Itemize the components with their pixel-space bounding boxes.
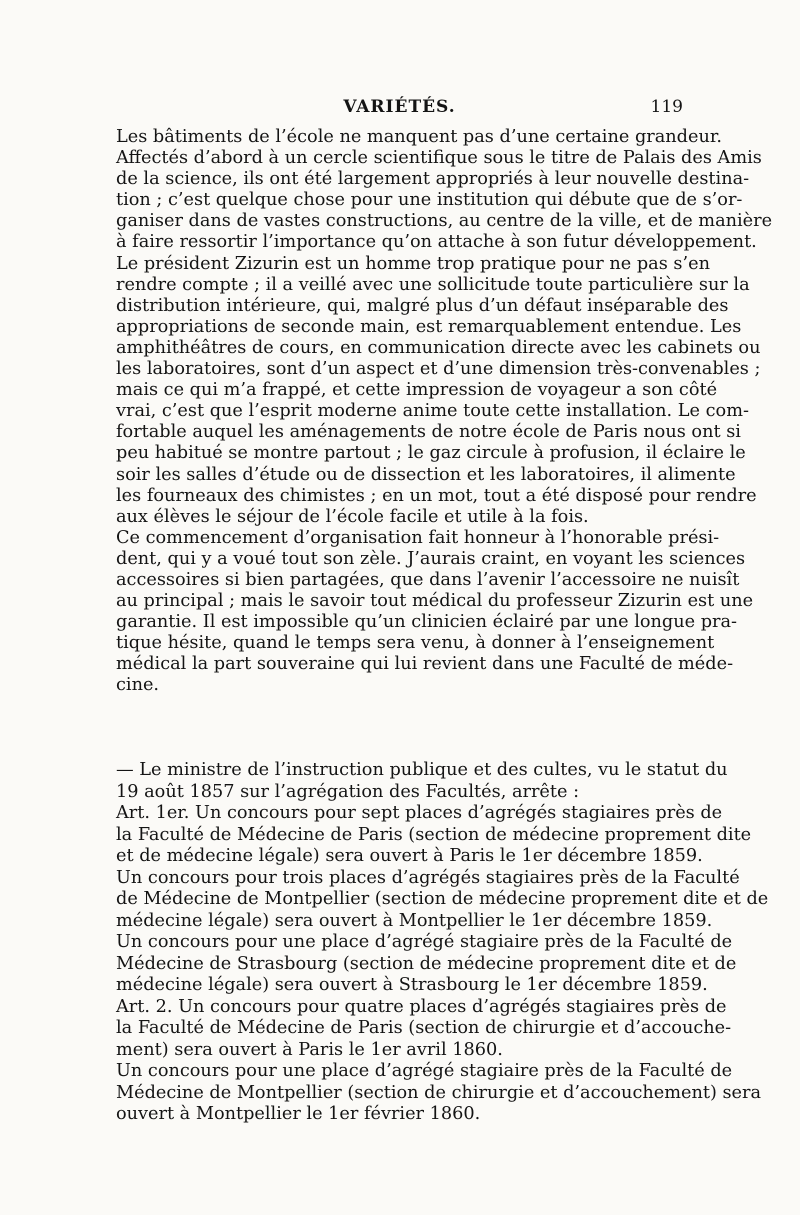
text-line: médical la part souveraine qui lui revient dans une Faculté de méde-	[116, 654, 734, 675]
text-line: Médecine de Strasbourg (section de médecine proprement dite et de	[116, 953, 737, 974]
text-line: cine.	[116, 675, 160, 696]
paragraph-batiments	[116, 127, 773, 528]
text-line: Les bâtiments de l’école ne manquent pas d’une certaine grandeur.	[116, 127, 722, 147]
page-number: 119	[650, 97, 683, 117]
text-line: la Faculté de Médecine de Paris (section de médecine proprement dite	[116, 824, 752, 845]
text-line: tique hésite, quand le temps sera venu, à donner à l’enseignement	[116, 633, 715, 654]
text-line: la Faculté de Médecine de Paris (section de chirurgie et d’accouche-	[116, 1018, 732, 1038]
text-line: dent, qui y a voué tout son zèle. J’aurais craint, en voyant les sciences	[116, 548, 746, 569]
text-line: de la science, ils ont été largement appropriés à leur nouvelle destina-	[116, 169, 750, 190]
text-line: médecine légale) sera ouvert à Strasbourg le 1er décembre 1859.	[116, 975, 708, 995]
text-line: Médecine de Montpellier (section de chirurgie et d’accouchement) sera	[116, 1082, 762, 1103]
text-line: au principal ; mais le savoir tout médical du professeur Zizurin est une	[116, 591, 754, 612]
text-line: à faire ressortir l’importance qu’on attache à son futur développement.	[116, 232, 757, 253]
text-line: Art. 2. Un concours pour quatre places d’agrégés stagiaires près de	[116, 996, 727, 1017]
running-head-title: VARIÉTÉS.	[343, 97, 456, 117]
text-line: Un concours pour trois places d’agrégés stagiaires près de la Faculté	[116, 867, 740, 888]
text-line: Art. 1er. Un concours pour sept places d’agrégés stagiaires près de	[116, 803, 723, 823]
text-line: médecine légale) sera ouvert à Montpellier le 1er décembre 1859.	[116, 910, 713, 931]
text-line: Ce commencement d’organisation fait honneur à l’honorable prési-	[116, 527, 720, 548]
text-line: Un concours pour une place d’agrégé stagiaire près de la Faculté de	[116, 932, 733, 952]
text-line: — Le ministre de l’instruction publique et des cultes, vu le statut du	[116, 760, 728, 780]
text-line: amphithéâtres de cours, en communication directe avec les cabinets ou	[116, 337, 761, 358]
text-line: ment) sera ouvert à Paris le 1er avril 1860.	[116, 1039, 503, 1060]
text-line: garantie. Il est impossible qu’un clinicien éclairé par une longue pra-	[116, 612, 738, 633]
text-block-lower	[116, 760, 769, 1126]
text-line: et de médecine légale) sera ouvert à Paris le 1er décembre 1859.	[116, 846, 703, 866]
text-line: 19 août 1857 sur l’agrégation des Facultés, arrête :	[116, 781, 580, 802]
paragraph-arrete	[116, 760, 769, 1126]
text-line: ouvert à Montpellier le 1er février 1860.	[116, 1104, 481, 1124]
text-line: ganiser dans de vastes constructions, au centre de la ville, et de manière	[116, 211, 773, 232]
text-line: accessoires si bien partagées, que dans l’avenir l’accessoire ne nuisît	[116, 569, 740, 590]
text-line: de Médecine de Montpellier (section de médecine proprement dite et de	[116, 889, 769, 909]
text-line: Un concours pour une place d’agrégé stagiaire près de la Faculté de	[116, 1061, 733, 1081]
running-head	[116, 92, 683, 122]
text-line: les fourneaux des chimistes ; en un mot, tout a été disposé pour rendre	[116, 485, 757, 506]
text-line: vrai, c’est que l’esprit moderne anime toute cette installation. Le com-	[116, 401, 749, 422]
text-line: appropriations de seconde main, est remarquablement entendue. Les	[116, 316, 742, 337]
text-line: fortable auquel les aménagements de notre école de Paris nous ont si	[116, 422, 741, 443]
text-line: soir les salles d’étude ou de dissection et les laboratoires, il alimente	[116, 464, 736, 485]
text-line: Le président Zizurin est un homme trop pratique pour ne pas s’en	[116, 253, 710, 274]
paragraph-commencement	[116, 527, 754, 697]
text-line: distribution intérieure, qui, malgré plus d’un défaut inséparable des	[116, 295, 729, 316]
text-line: rendre compte ; il a veillé avec une sollicitude toute particulière sur la	[116, 274, 750, 295]
text-line: aux élèves le séjour de l’école facile et utile à la fois.	[116, 506, 589, 527]
text-line: mais ce qui m’a frappé, et cette impression de voyageur a son côté	[116, 380, 718, 401]
text-line: Affectés d’abord à un cercle scientifique sous le titre de Palais des Amis	[116, 148, 762, 169]
text-line: tion ; c’est quelque chose pour une institution qui débute que de s’or-	[116, 190, 743, 211]
text-block-upper	[116, 127, 773, 697]
text-line: peu habitué se montre partout ; le gaz circule à profusion, il éclaire le	[116, 443, 746, 464]
text-line: les laboratoires, sont d’un aspect et d’une dimension très-convenables ;	[116, 359, 761, 380]
